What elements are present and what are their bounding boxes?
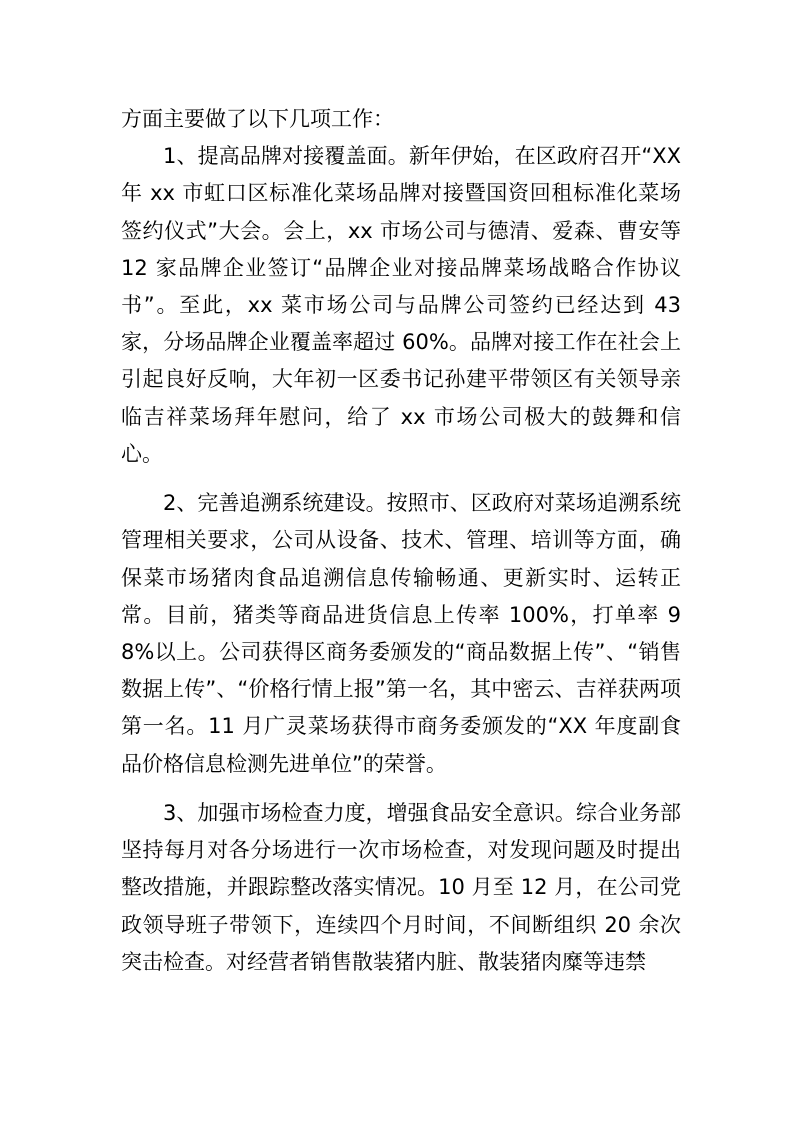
paragraph-brand-docking: 1、提高品牌对接覆盖面。新年伊始，在区政府召开“XX年 xx 市虹口区标准化菜场品牌对接暨国资回租标准化菜场签约仪式”大会。会上，xx 市场公司与德清、爱森、曹安等 12 家品牌企业签订“品牌企业对接品牌菜场战略合作协议书”。至此，xx 菜市场公司与品牌公司签约已经达到 43 家，分场品牌企业覆盖率超过 60%。品牌对接工作在社会上引起良好反响，大年初一区委书记孙建平带领区有关领导亲临吉祥菜场拜年慰问，给了 xx 市场公司极大的鼓舞和信心。 <box>121 144 681 466</box>
document-body <box>121 101 681 981</box>
paragraph-traceability-system: 2、完善追溯系统建设。按照市、区政府对菜场追溯系统管理相关要求，公司从设备、技术、管理、培训等方面，确保菜市场猪肉食品追溯信息传输畅通、更新实时、运转正常。目前，猪类等商品进货信息上传率 100%，打单率 98%以上。公司获得区商务委颁发的“商品数据上传”、“销售数据上传”、“价格行情上报”第一名，其中密云、吉祥获两项第一名。11 月广灵菜场获得市商务委颁发的“XX 年度副食品价格信息检测先进单位”的荣誉。 <box>121 491 681 776</box>
paragraph-market-inspection: 3、加强市场检查力度，增强食品安全意识。综合业务部坚持每月对各分场进行一次市场检查，对发现问题及时提出整改措施，并跟踪整改落实情况。10 月至 12 月，在公司党政领导班子带领下，连续四个月时间，不间断组织 20 余次突击检查。对经营者销售散装猪内脏、散装猪肉糜等违禁 <box>121 801 681 974</box>
intro-line: 方面主要做了以下几项工作： <box>121 107 394 131</box>
